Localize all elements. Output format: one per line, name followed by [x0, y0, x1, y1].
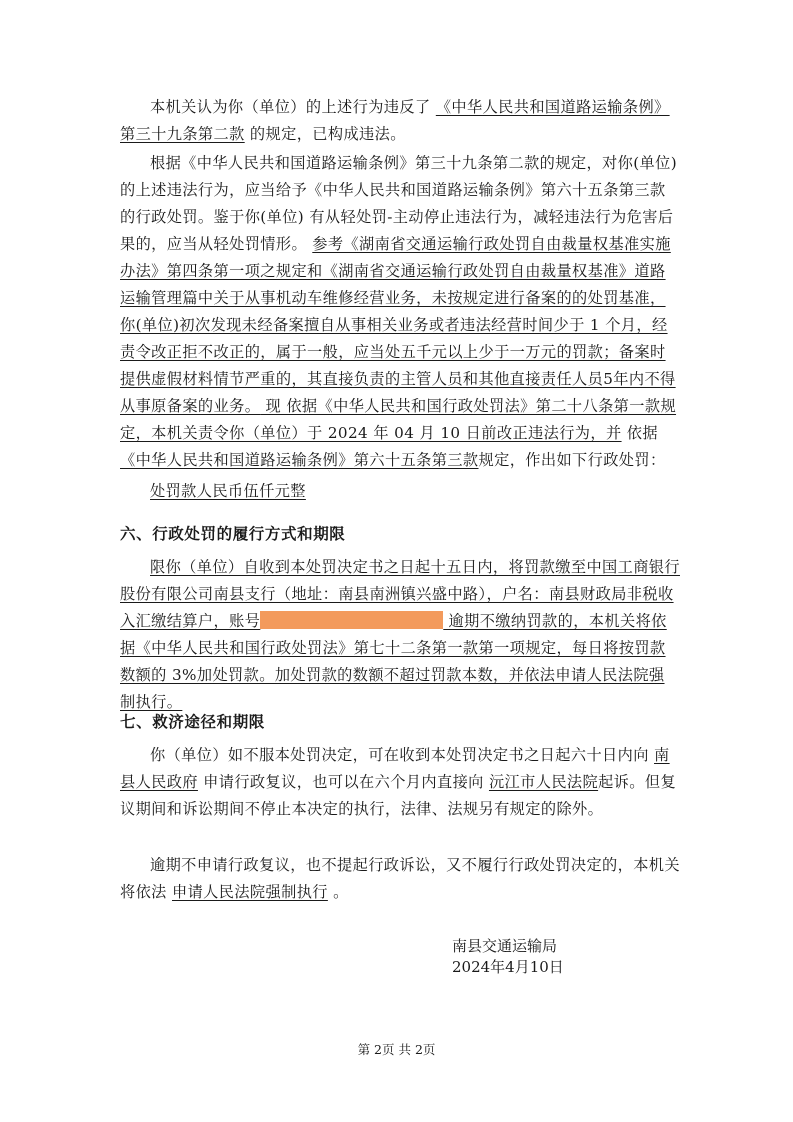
remedy-paragraph	[120, 742, 680, 823]
basis-connector: 依据	[621, 424, 658, 442]
basis-paragraph	[120, 150, 680, 474]
violation-text: 本机关认为你（单位）的上述行为违反了	[150, 98, 436, 116]
penalty-amount: 处罚款人民币伍仟元整	[150, 482, 306, 500]
section-7-heading: 七、救济途径和期限	[120, 712, 265, 731]
section-6-heading: 六、行政处罚的履行方式和期限	[120, 524, 346, 543]
payment-instructions: 限你（单位）自收到本处罚决定书之日起十五日内，将罚款缴至中国工商银行股份有限公司南县支行（地址：南县南洲镇兴盛中路），户名：南县财政局非税收入汇缴结算户，账号	[120, 558, 680, 630]
remedy-connector: 申请行政复议，也可以在六个月内直接向	[197, 773, 489, 791]
remedy-conditions: 起诉。但复议期间和诉讼期间不停止本决定的执行，法律、法规另有规定的除外。	[120, 773, 677, 818]
discretion-reference: 参考《湖南省交通运输行政处罚自由裁量权基准实施办法》第四条第一项之规定和《湖南省交通运输行政处罚自由裁量权基准》道路运输管理篇中关于从事机动车维修经营业务，未按规定进行备案的的处罚基准，你(单位)初次发现未经备案擅自从事相关业务或者违法经营时间少于 1 个月，经责令改正拒不改正的，属于一般，应当处五千元以上少于一万元的罚款；备案时提供虚假材料情节严重的，其直接负责的主管人员和其他直接责任人员5年内不得从事原备案的业务。	[120, 235, 676, 415]
remedy-text: 你（单位）如不服本处罚决定，可在收到本处罚决定书之日起六十日内向	[150, 746, 655, 764]
redacted-account-number	[260, 611, 443, 629]
signature-block	[452, 936, 564, 978]
payment-paragraph	[120, 554, 680, 716]
court-name: 沅江市人民法院	[488, 773, 599, 791]
late-payment-terms: 逾期不缴纳罚款的，本机关将依据《中华人民共和国行政处罚法》第七十二条第一款第一项规定，每日将按罚款数额的 3%加处罚款。加处罚款的数额不超过罚款本数，并依法申请人民法院强制执行。	[120, 612, 667, 711]
penalty-regulation: 《中华人民共和国道路运输条例》第六十五条第三款	[120, 451, 479, 469]
decision-intro: 规定，作出如下行政处罚：	[478, 451, 666, 469]
violation-paragraph	[120, 94, 680, 148]
violation-conclusion: 的规定，已构成违法。	[244, 125, 406, 143]
page-number: 第 2页 共 2页	[357, 1042, 436, 1057]
closing-end: 。	[327, 883, 349, 901]
correction-order: 现 依据《中华人民共和国行政处罚法》第二十八条第一款规定，本机关责令你（单位）于 2024 年 04 月 10 日前改正违法行为，并	[120, 397, 677, 442]
issue-date: 2024年4月10日	[452, 958, 564, 976]
closing-paragraph	[120, 852, 680, 906]
basis-text: 根据《中华人民共和国道路运输条例》第三十九条第二款的规定，对你(单位)的上述违法行为，应当给予《中华人民共和国道路运输条例》第六十五条第三款的行政处罚。鉴于你(单位) 有从轻处罚-主动停止违法行为，减轻违法行为危害后果的，应当从轻处罚情形。	[120, 154, 678, 253]
review-authority: 南县人民政府	[120, 746, 670, 791]
violated-regulation: 《中华人民共和国道路运输条例》第三十九条第二款	[120, 98, 670, 143]
enforcement-action: 申请人民法院强制执行	[172, 883, 328, 901]
closing-text: 逾期不申请行政复议，也不提起行政诉讼，又不履行行政处罚决定的，本机关将依法	[120, 856, 680, 901]
issuing-authority: 南县交通运输局	[452, 937, 558, 955]
penalty-paragraph	[120, 478, 680, 505]
